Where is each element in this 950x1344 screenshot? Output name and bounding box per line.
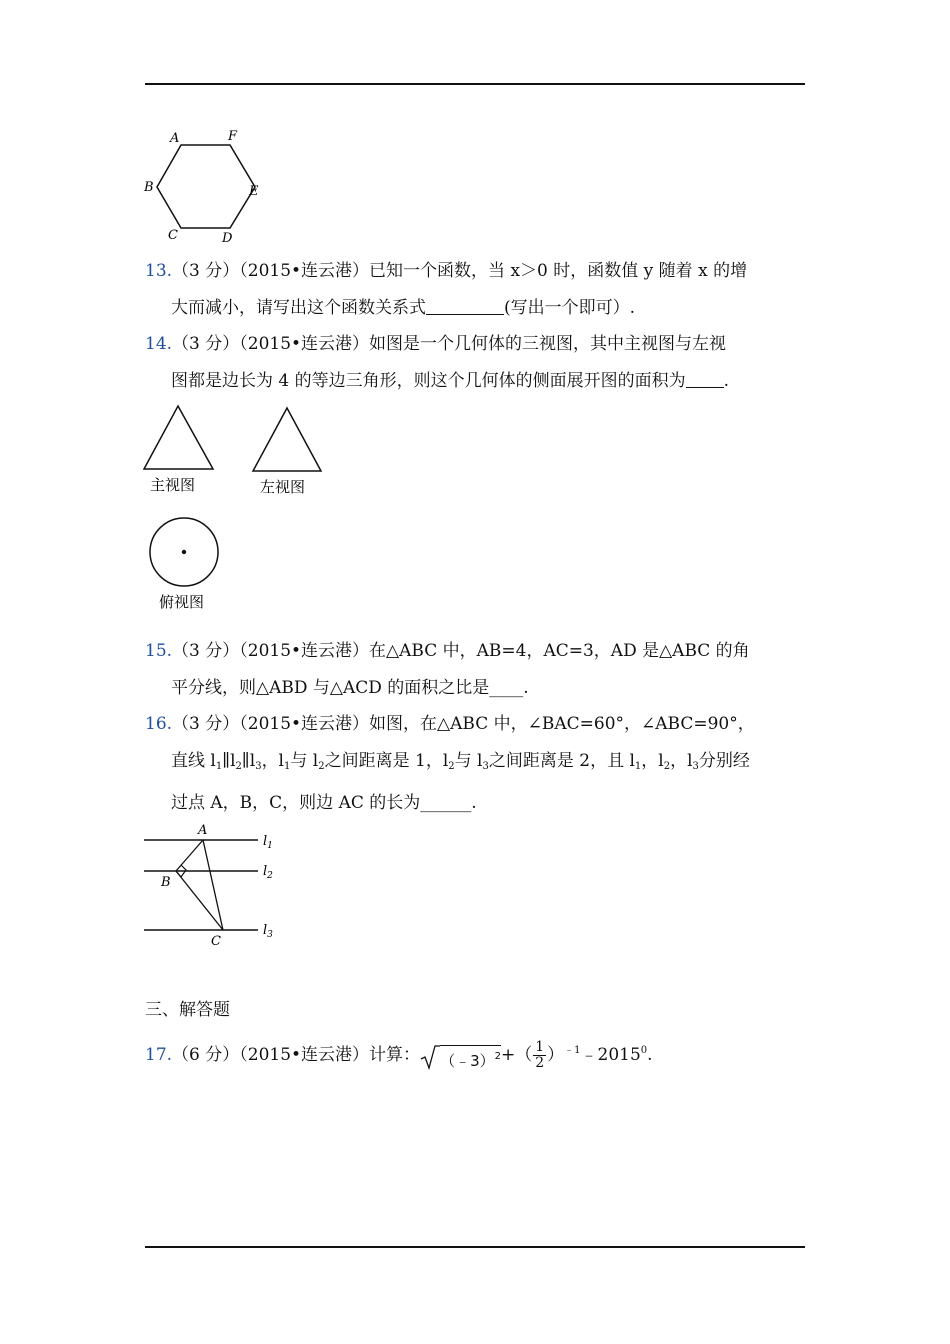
question-17-line-1: 17.（6 分）（2015•连云港）计算： （﹣3）$^2$+（ $\frac{1}{2}$ ）$^{﹣1}$﹣2015$^0$. [145,1032,805,1080]
question-17-text: （6 分）（2015•连云港）计算： [172,1045,421,1065]
question-number: 16. [145,714,173,734]
left-view-triangle [253,408,321,471]
question-16-line-2: 直线 $l_1\parallel l_2\parallel l_3$，$l_1$与 $l_2$之间距离是 1，$l_2$与 $l_3$之间距离是 2，且 $l_1$，$l_2$，$l_3$分别经 [171,751,750,772]
question-14 [145,326,805,400]
hexagon-label-e: E [249,184,259,199]
question-16-line-3: 过点 A，B，C，则边 AC 的长为______. [171,793,477,813]
question-15-line-1 [145,633,805,670]
sqrt-expression: （﹣3）$^2$ [420,1043,501,1080]
answer-blank [686,367,724,388]
question-13-text-2a: 大而减小，请写出这个函数关系式 [171,298,426,318]
top-view-center-dot [182,550,186,554]
hexagon-label-b: B [144,180,154,195]
question-14-text-1: （3 分）（2015•连云港）如图是一个几何体的三视图，其中主视图与左视 [172,334,727,354]
question-15-text-1: （3 分）（2015•连云港）在△ABC 中，AB=4，AC=3，AD 是△ABC 的角 [172,641,750,661]
hexagon-shape [157,145,255,228]
label-point-c: C [211,934,221,949]
label-point-a: A [198,823,208,838]
question-13 [145,253,805,327]
question-16-text-1: （3 分）（2015•连云港）如图，在△ABC 中，∠BAC=60°，∠ABC=90°， [172,714,755,734]
fraction-one-half: $\frac{1}{2}$ [535,1039,545,1071]
parallel-lines-figure [140,820,290,950]
label-line-l1: $l_1$ [263,834,273,851]
label-line-l2: $l_2$ [263,864,273,881]
hexagon-label-a: A [170,131,180,146]
front-view-triangle [144,406,213,469]
front-view-caption: 主视图 [150,476,196,494]
footer-rule [145,1246,805,1248]
answer-blank [426,294,504,315]
question-15 [145,633,805,707]
front-view-figure [140,400,220,500]
label-line-l3: $l_3$ [263,923,273,940]
question-14-text-2b: . [723,371,730,391]
question-number: 14. [145,334,173,354]
label-point-b: B [161,875,171,890]
question-number: 13. [145,261,173,281]
left-view-caption: 左视图 [260,478,306,496]
left-view-figure [250,402,330,502]
question-14-text-2a: 图都是边长为 4 的等边三角形，则这个几何体的侧面展开图的面积为 [171,371,686,391]
question-number: 15. [145,641,173,661]
top-view-figure [145,513,225,618]
question-13-text-1: （3 分）（2015•连云港）已知一个函数，当 x＞0 时，函数值 y 随着 x 的增 [172,261,748,281]
question-16 [145,706,805,822]
question-14-line-2 [145,363,805,400]
question-14-line-1 [145,326,805,363]
question-16-line-1 [145,706,805,743]
question-15-line-2: 平分线，则△ABD 与△ACD 的面积之比是____. [171,678,529,698]
hexagon-label-d: D [222,231,233,246]
question-17 [145,1032,805,1080]
segment-ab [176,840,203,871]
header-rule [145,83,805,85]
hexagon-label-c: C [168,228,178,243]
hexagon-figure [140,126,270,246]
top-view-caption: 俯视图 [159,593,205,611]
hexagon-label-f: F [228,129,238,144]
section-heading: 三、解答题 [145,1000,230,1020]
question-13-line-1 [145,253,805,290]
question-number: 17. [145,1045,173,1065]
question-13-text-2b: (写出一个即可）. [504,298,636,318]
question-13-line-2 [145,290,805,327]
